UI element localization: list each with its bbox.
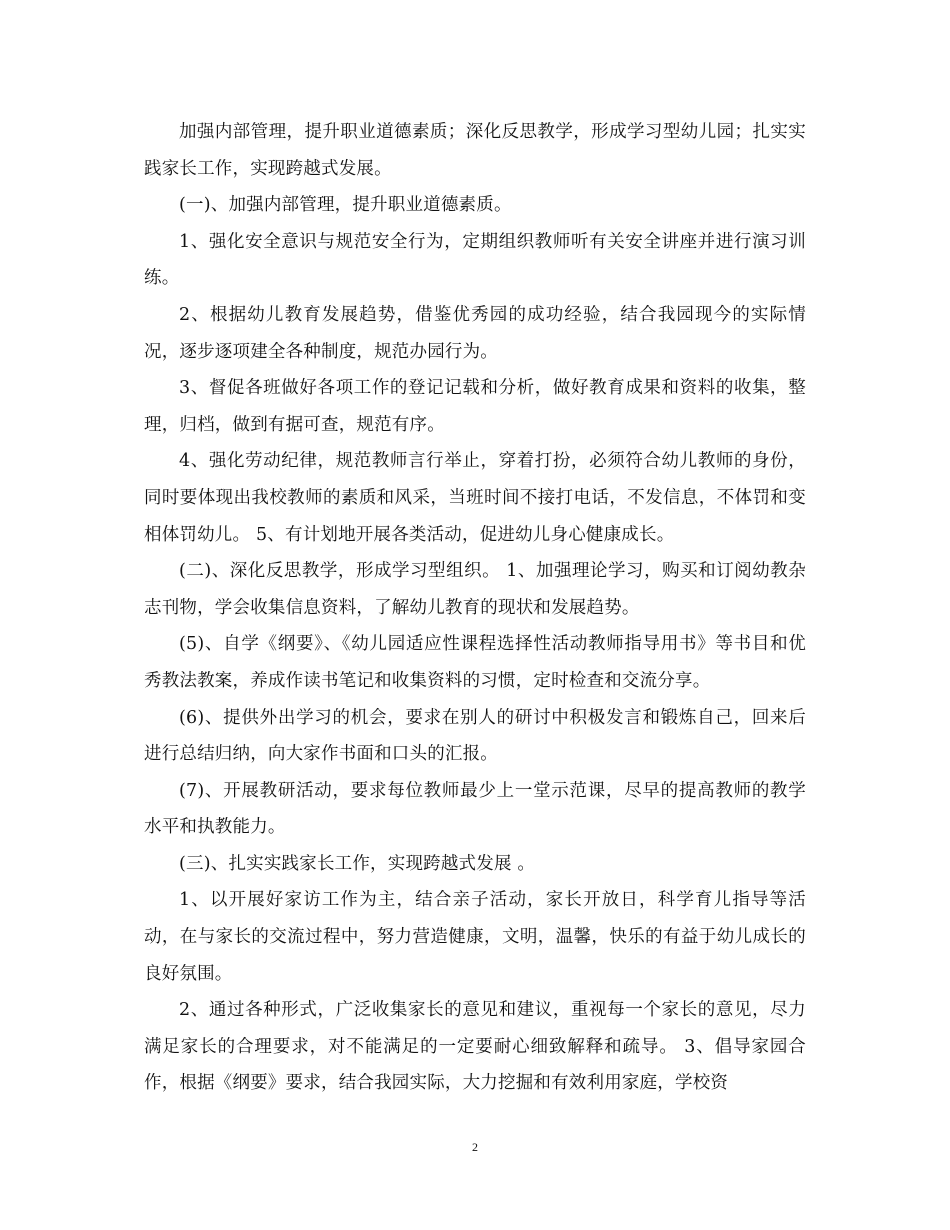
paragraph-item: 2、根据幼儿教育发展趋势，借鉴优秀园的成功经验，结合我园现今的实际情况，逐步逐项建全各种制度，规范办园行为。	[144, 304, 806, 362]
paragraph-item: 1、强化安全意识与规范安全行为，定期组织教师听有关安全讲座并进行演习训练。	[144, 231, 806, 289]
paragraph-item: (5)、自学《纲要》、《幼儿园适应性课程选择性活动教师指导用书》等书目和优秀教法教案，养成作读书笔记和收集资料的习惯，定时检查和交流分享。	[144, 634, 806, 691]
heading-section-2: (二)、深化反思教学，形成学习型组织。 1、加强理论学习，购买和订阅幼教杂志刊物，学会收集信息资料，了解幼儿教育的现状和发展趋势。	[144, 561, 806, 618]
paragraph-item: 4、强化劳动纪律，规范教师言行举止，穿着打扮，必须符合幼儿教师的身份，同时要体现出我校教师的素质和风采，当班时间不接打电话，不发信息，不体罚和变相体罚幼儿。 5、有计划地开展各类活动，促进幼儿身心健康成长。	[144, 451, 806, 545]
paragraph-item: 1、以开展好家访工作为主，结合亲子活动，家长开放日，科学育儿指导等活动，在与家长的交流过程中，努力营造健康，文明，温馨，快乐的有益于幼儿成长的良好氛围。	[144, 890, 806, 984]
heading-section-3: (三)、扎实实践家长工作，实现跨越式发展 。	[179, 853, 536, 874]
paragraph-item: (7)、开展教研活动，要求每位教师最少上一堂示范课，尽早的提高教师的教学水平和执教能力。	[144, 780, 806, 838]
heading-section-1: (一)、加强内部管理，提升职业道德素质。	[179, 195, 512, 216]
paragraph-intro: 加强内部管理，提升职业道德素质；深化反思教学，形成学习型幼儿园；扎实实践家长工作，实现跨越式发展。	[144, 122, 806, 179]
paragraph-item: (6)、提供外出学习的机会，要求在别人的研讨中积极发言和锻炼自己，回来后进行总结归纳，向大家作书面和口头的汇报。	[144, 707, 806, 765]
page-number: 2	[472, 1140, 478, 1154]
paragraph-item: 2、通过各种形式，广泛收集家长的意见和建议，重视每一个家长的意见，尽力满足家长的合理要求，对不能满足的一定要耐心细致解释和疏导。 3、倡导家园合作，根据《纲要》要求，结合我园实际，大力挖掘和有效利用家庭，学校资	[144, 1000, 806, 1094]
paragraph-item: 3、督促各班做好各项工作的登记记载和分析，做好教育成果和资料的收集，整理，归档，做到有据可查，规范有序。	[144, 378, 806, 435]
document-body	[144, 114, 806, 1102]
